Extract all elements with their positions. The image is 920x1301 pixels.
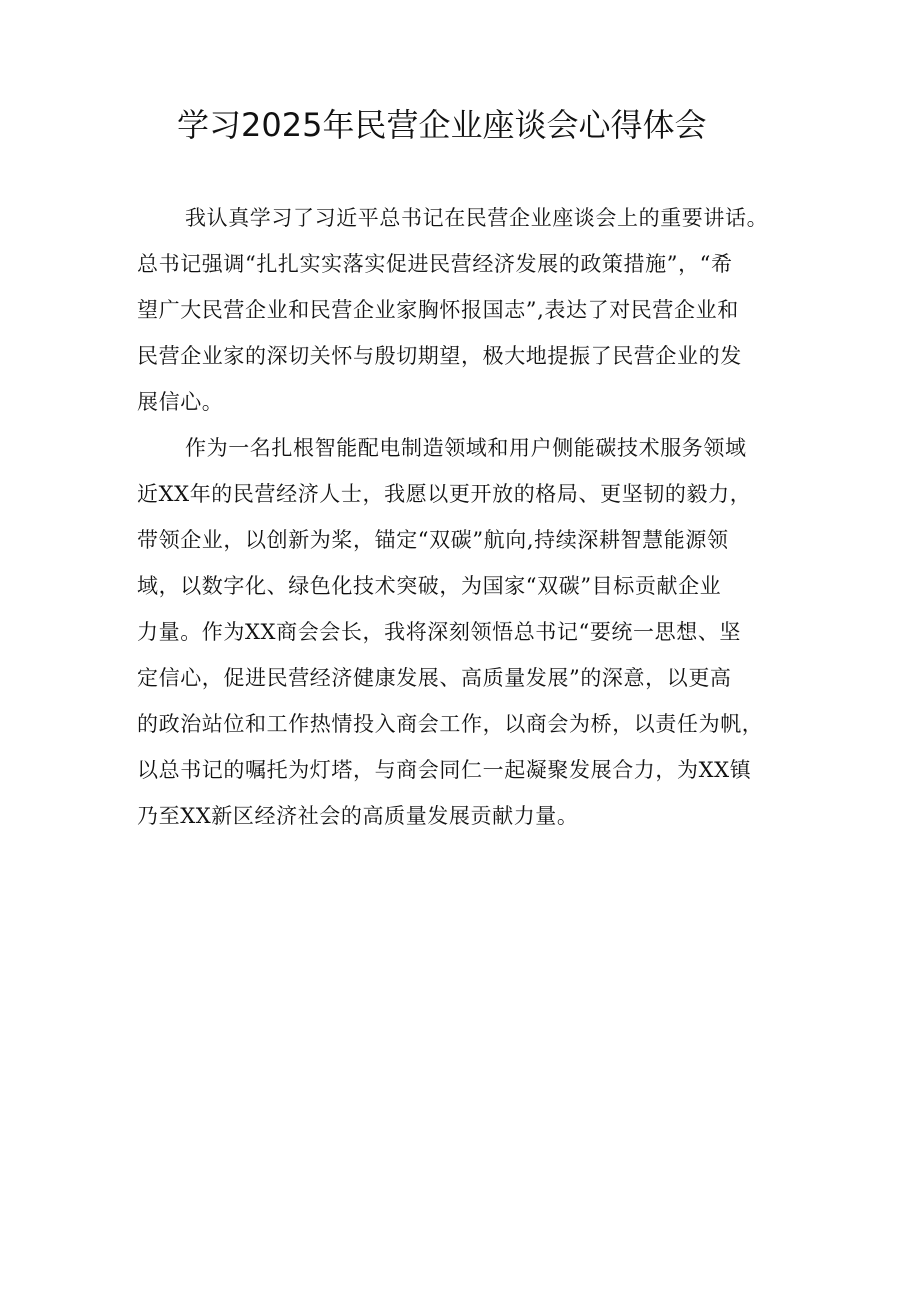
paragraph-2 <box>137 425 797 839</box>
text-line: 定信心，促进民营经济健康发展、高质量发展”的深意，以更高 <box>137 666 732 690</box>
text-line: 的政治站位和工作热情投入商会工作，以商会为桥，以责任为帆， <box>137 712 764 736</box>
text-line: 力量。作为XX商会会长，我将深刻领悟总书记“要统一思想、坚 <box>137 620 742 644</box>
text-line: 带领企业，以创新为桨，锚定“双碳”航向,持续深耕智慧能源领 <box>137 528 729 552</box>
text-line: 我认真学习了习近平总书记在民营企业座谈会上的重要讲话。 <box>185 206 769 230</box>
text-line: 以总书记的嘱托为灯塔，与商会同仁一起凝聚发展合力，为XX镇 <box>137 758 752 782</box>
paragraph-1 <box>137 195 797 425</box>
text-line: 总书记强调“扎扎实实落实促进民营经济发展的政策措施”，“希 <box>137 252 733 276</box>
document-title: 学习2025年民营企业座谈会心得体会 <box>177 106 707 144</box>
text-line: 乃至XX新区经济社会的高质量发展贡献力量。 <box>137 804 579 828</box>
text-line: 域，以数字化、绿色化技术突破，为国家“双碳”目标贡献企业 <box>137 574 722 598</box>
text-line: 近XX年的民营经济人士，我愿以更开放的格局、更坚韧的毅力， <box>137 482 752 506</box>
text-line: 望广大民营企业和民营企业家胸怀报国志”,表达了对民营企业和 <box>137 298 739 322</box>
text-line: 作为一名扎根智能配电制造领域和用户侧能碳技术服务领域 <box>185 436 747 460</box>
document-body <box>137 195 797 839</box>
text-line: 民营企业家的深切关怀与殷切期望，极大地提振了民营企业的发 <box>137 344 742 368</box>
text-line: 展信心。 <box>137 390 224 414</box>
